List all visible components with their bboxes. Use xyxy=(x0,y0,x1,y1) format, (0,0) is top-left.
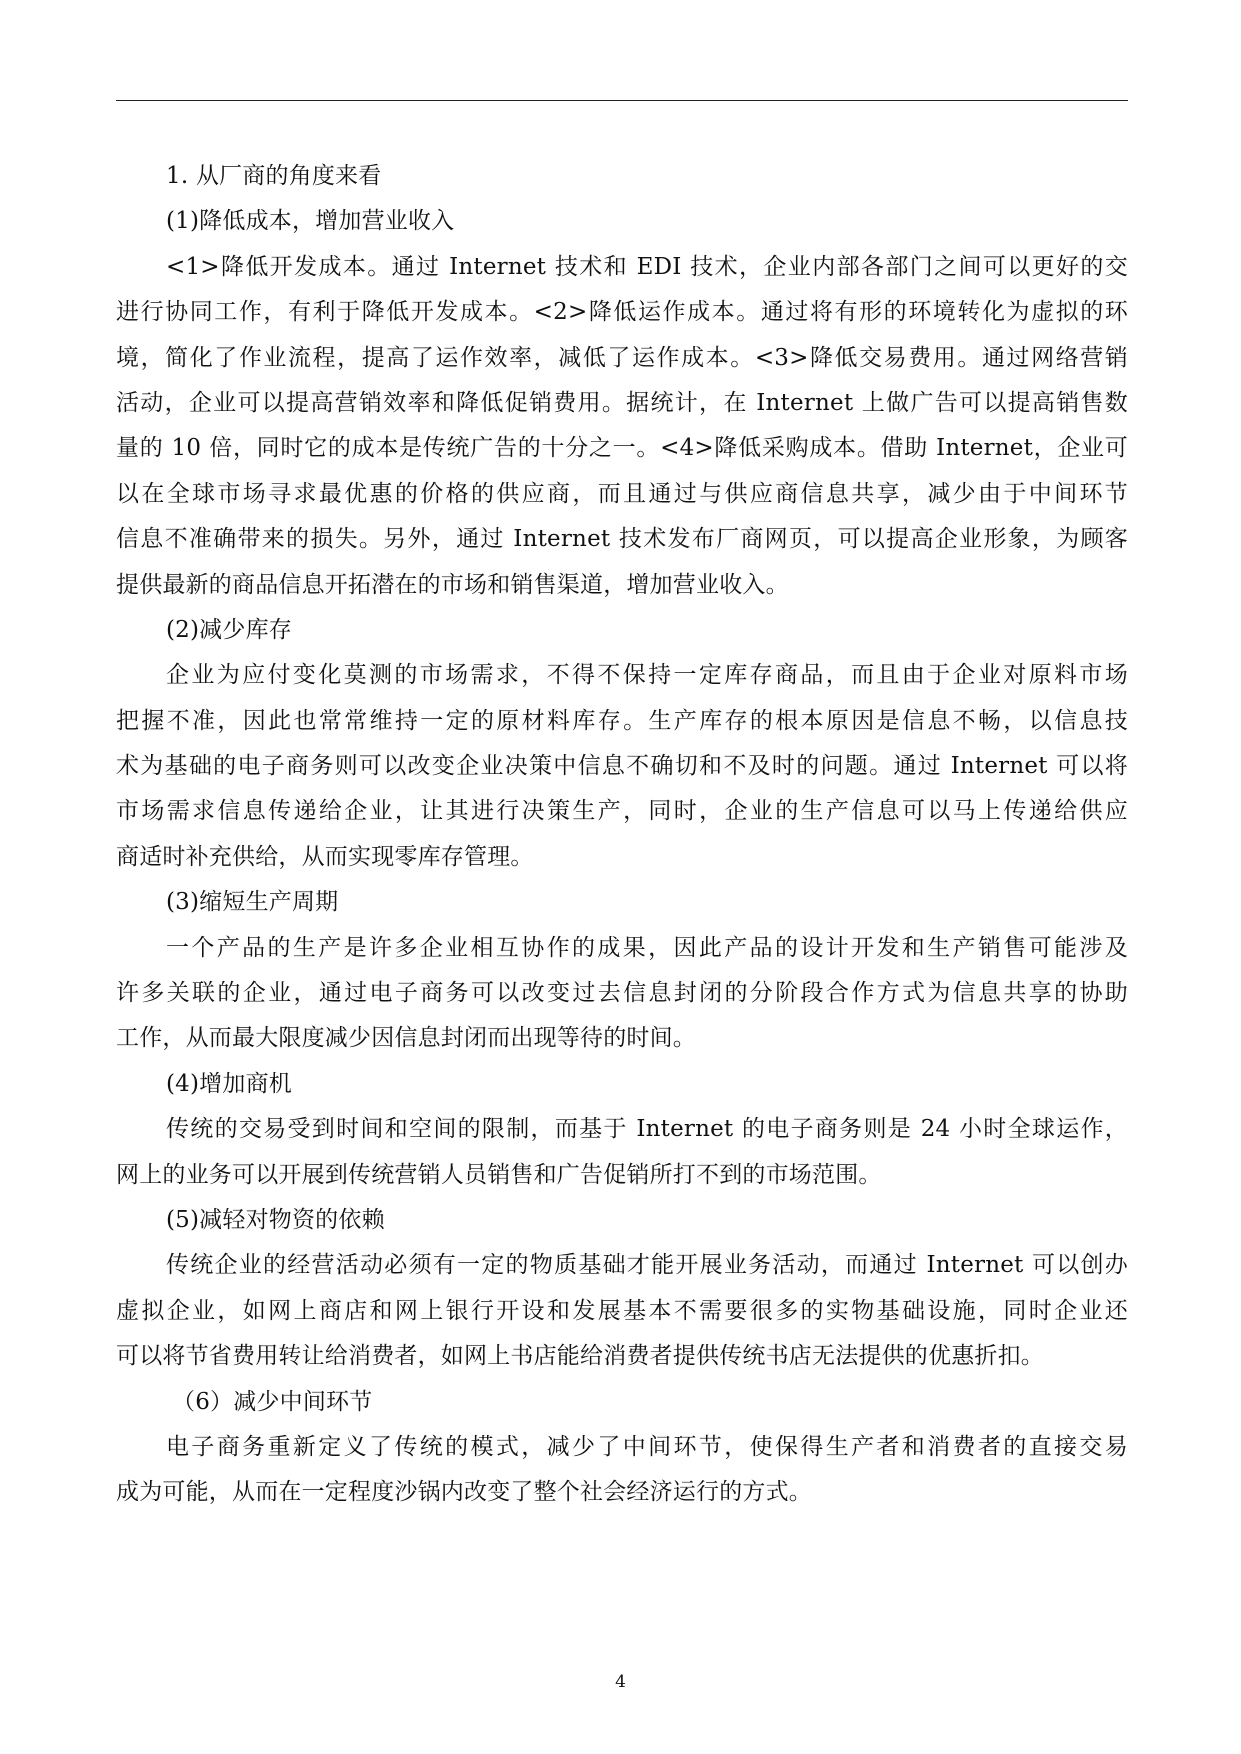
paragraph-line: 一个产品的生产是许多企业相互协作的成果，因此产品的设计开发和生产销售可能涉及 xyxy=(166,934,1128,961)
paragraph-line: 传统企业的经营活动必须有一定的物质基础才能开展业务活动，而通过 Internet 可以创办 xyxy=(166,1252,1128,1279)
paragraph-line: 提供最新的商品信息开拓潜在的市场和销售渠道，增加营业收入。 xyxy=(116,571,789,598)
paragraph-line: 术为基础的电子商务则可以改变企业决策中信息不确切和不及时的问题。通过 Internet 可以将 xyxy=(116,753,1128,780)
document-body xyxy=(116,154,1128,1516)
subsection-heading: (1)降低成本，增加营业收入 xyxy=(166,208,455,235)
paragraph-line: 许多关联的企业，通过电子商务可以改变过去信息封闭的分阶段合作方式为信息共享的协助 xyxy=(116,980,1128,1007)
paragraph-line: 信息不准确带来的损失。另外，通过 Internet 技术发布厂商网页，可以提高企业形象，为顾客 xyxy=(116,526,1128,553)
paragraph-line: 电子商务重新定义了传统的模式，减少了中间环节，使保得生产者和消费者的直接交易 xyxy=(166,1433,1128,1460)
paragraph-line: 企业为应付变化莫测的市场需求，不得不保持一定库存商品，而且由于企业对原料市场 xyxy=(166,662,1128,689)
paragraph-line: 以在全球市场寻求最优惠的价格的供应商，而且通过与供应商信息共享，减少由于中间环节 xyxy=(116,480,1128,507)
paragraph-line: 虚拟企业，如网上商店和网上银行开设和发展基本不需要很多的实物基础设施，同时企业还 xyxy=(116,1297,1128,1324)
paragraph-line: 成为可能，从而在一定程度沙锅内改变了整个社会经济运行的方式。 xyxy=(116,1479,812,1506)
paragraph-line: 工作，从而最大限度减少因信息封闭而出现等待的时间。 xyxy=(116,1025,696,1052)
section-heading: 1. 从厂商的角度来看 xyxy=(166,163,382,189)
paragraph-line: 把握不准，因此也常常维持一定的原材料库存。生产库存的根本原因是信息不畅，以信息技 xyxy=(116,707,1128,734)
paragraph-line: 进行协同工作，有利于降低开发成本。<2>降低运作成本。通过将有形的环境转化为虚拟的环 xyxy=(116,299,1128,326)
subsection-heading: (5)减轻对物资的依赖 xyxy=(166,1206,385,1233)
paragraph-line: 商适时补充供给，从而实现零库存管理。 xyxy=(116,843,534,870)
subsection-heading: (2)减少库存 xyxy=(166,616,292,643)
paragraph-line: 市场需求信息传递给企业，让其进行决策生产，同时，企业的生产信息可以马上传递给供应 xyxy=(116,798,1128,825)
paragraph-line: 活动，企业可以提高营销效率和降低促销费用。据统计，在 Internet 上做广告可以提高销售数 xyxy=(116,389,1128,416)
paragraph-line: <1>降低开发成本。通过 Internet 技术和 EDI 技术，企业内部各部门之间可以更好的交 xyxy=(166,253,1128,280)
page-number: 4 xyxy=(615,1672,626,1692)
paragraph-line: 传统的交易受到时间和空间的限制，而基于 Internet 的电子商务则是 24 小时全球运作， xyxy=(166,1116,1128,1143)
paragraph-line: 网上的业务可以开展到传统营销人员销售和广告促销所打不到的市场范围。 xyxy=(116,1161,882,1188)
header-rule xyxy=(116,100,1128,101)
subsection-heading: (4)增加商机 xyxy=(166,1070,292,1097)
paragraph-line: 可以将节省费用转让给消费者，如网上书店能给消费者提供传统书店无法提供的优惠折扣。 xyxy=(116,1343,1044,1370)
subsection-heading: (3)缩短生产周期 xyxy=(166,889,339,916)
subsection-heading: （6）减少中间环节 xyxy=(172,1388,373,1415)
paragraph-line: 量的 10 倍，同时它的成本是传统广告的十分之一。<4>降低采购成本。借助 Internet，企业可 xyxy=(116,435,1128,462)
paragraph-line: 境，简化了作业流程，提高了运作效率，减低了运作成本。<3>降低交易费用。通过网络营销 xyxy=(116,344,1128,371)
